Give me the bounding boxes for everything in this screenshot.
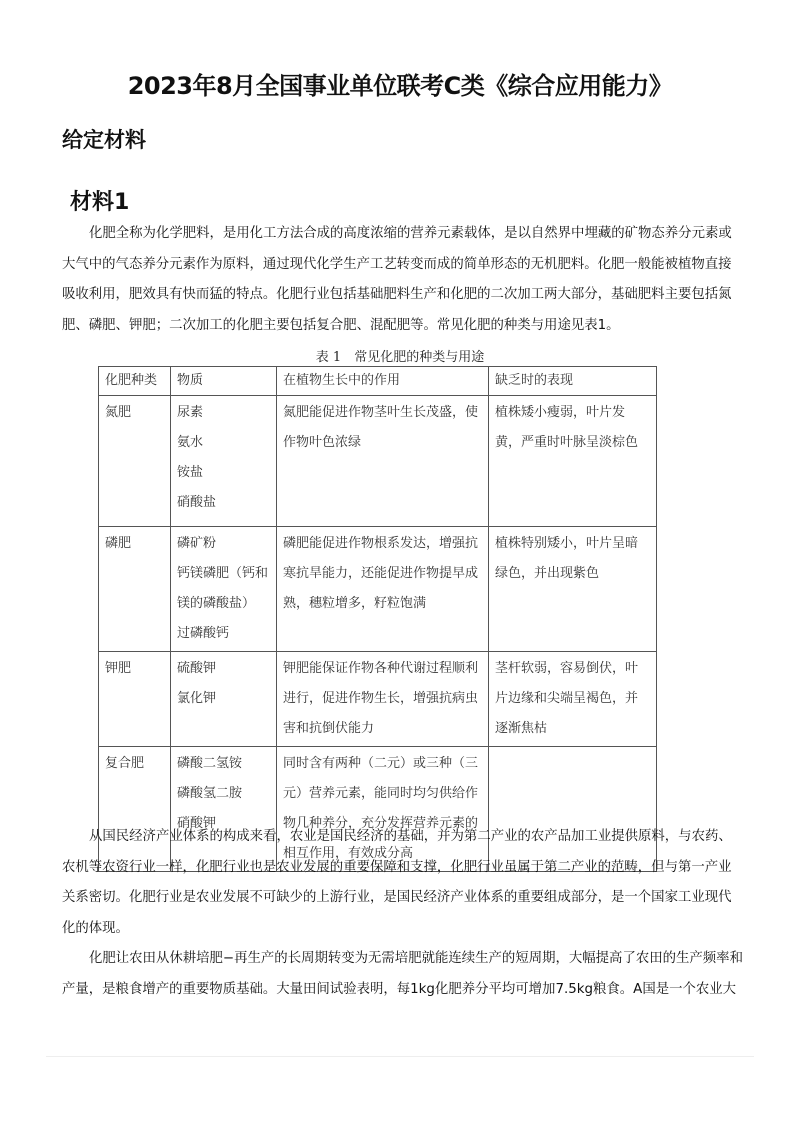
cell-effect: 磷肥能促进作物根系发达，增强抗寒抗旱能力，还能促进作物提早成熟，穗粒增多，籽粒饱满 [277,527,489,652]
paragraph-3-line: 产量，是粮食增产的重要物质基础。大量田间试验表明，每1kg化肥养分平均可增加7.5kg粮食。A国是一个农业大 [62,981,737,997]
cell-type: 复合肥 [99,747,171,872]
paragraph-2 [62,822,742,944]
header-material: 物质 [171,367,277,396]
paragraph-3 [62,944,742,1005]
table-row [99,527,657,652]
cell-deficiency: 植株矮小瘦弱，叶片发黄，严重时叶脉呈淡棕色 [489,396,657,527]
material-item: 磷矿粉 [177,536,217,551]
cell-effect: 氮肥能促进作物茎叶生长茂盛，使作物叶色浓绿 [277,396,489,527]
page-bottom-divider [46,1056,754,1057]
paragraph-1-line: 大气中的气态养分元素作为原料，通过现代化学生产工艺转变而成的简单形态的无机肥料。化肥一般能被植物直接 [62,256,732,272]
header-effect: 在植物生长中的作用 [277,367,489,396]
paragraph-2-line: 关系密切。化肥行业是农业发展不可缺少的上游行业，是国民经济产业体系的重要组成部分，是一个国家工业现代 [62,890,732,905]
cell-type: 氮肥 [99,396,171,527]
material-title: 材料1 [70,190,130,215]
cell-type: 磷肥 [99,527,171,652]
material-item: 磷酸氢二胺 [177,786,243,801]
material-item: 过磷酸钙 [177,626,230,641]
material-item: 铵盐 [177,465,204,480]
table-row [99,396,657,527]
cell-deficiency: 植株特别矮小，叶片呈暗绿色，并出现紫色 [489,527,657,652]
cell-type: 钾肥 [99,652,171,747]
material-item: 磷酸二氢铵 [177,756,243,771]
cell-effect: 同时含有两种（二元）或三种（三元）营养元素，能同时均匀供给作物几种养分，充分发挥营养元素的相互作用，有效成分高 [277,747,489,872]
header-type: 化肥种类 [99,367,171,396]
table-caption: 表 1 常见化肥的种类与用途 [315,350,485,365]
paragraph-2-line: 农机等农资行业一样，化肥行业也是农业发展的重要保障和支撑，化肥行业虽属于第二产业的范畴，但与第一产业 [62,859,732,875]
fertilizer-table [98,366,657,872]
cell-deficiency: 茎杆软弱，容易倒伏，叶片边缘和尖端呈褐色，并逐渐焦枯 [489,652,657,747]
table-row [99,652,657,747]
paragraph-1-line: 吸收利用，肥效具有快而猛的特点。化肥行业包括基础肥料生产和化肥的二次加工两大部分，基础肥料主要包括氮 [62,287,732,302]
cell-materials [171,527,277,652]
material-item: 镁的磷酸盐） [177,596,256,611]
paragraph-2-line: 化的体现。 [62,920,129,936]
header-deficiency: 缺乏时的表现 [489,367,657,396]
material-item: 硝酸盐 [177,495,217,510]
section-title: 给定材料 [62,128,146,152]
material-item: 氯化钾 [177,691,217,706]
document-title: 2023年8月全国事业单位联考C类《综合应用能力》 [127,72,673,100]
material-item: 尿素 [177,405,204,420]
paragraph-3-line: 化肥让农田从休耕培肥−再生产的长周期转变为无需培肥就能连续生产的短周期，大幅提高了农田的生产频率和 [89,951,743,966]
cell-materials [171,396,277,527]
cell-effect: 钾肥能保证作物各种代谢过程顺利进行，促进作物生长，增强抗病虫害和抗倒伏能力 [277,652,489,747]
paragraph-1 [62,219,742,341]
paragraph-2-line: 从国民经济产业体系的构成来看，农业是国民经济的基础，并为第二产业的农产品加工业提供原料，与农药、 [89,829,732,844]
table-header-row [99,367,657,396]
material-item: 氨水 [177,435,204,450]
material-item: 钙镁磷肥（钙和 [177,566,269,581]
paragraph-1-line: 化肥全称为化学肥料，是用化工方法合成的高度浓缩的营养元素载体，是以自然界中埋藏的矿物态养分元素或 [89,226,732,241]
material-item: 硝酸钾 [177,816,217,831]
paragraph-1-line: 肥、磷肥、钾肥；二次加工的化肥主要包括复合肥、混配肥等。常见化肥的种类与用途见表1。 [62,317,620,333]
material-item: 硫酸钾 [177,661,217,676]
cell-materials [171,652,277,747]
